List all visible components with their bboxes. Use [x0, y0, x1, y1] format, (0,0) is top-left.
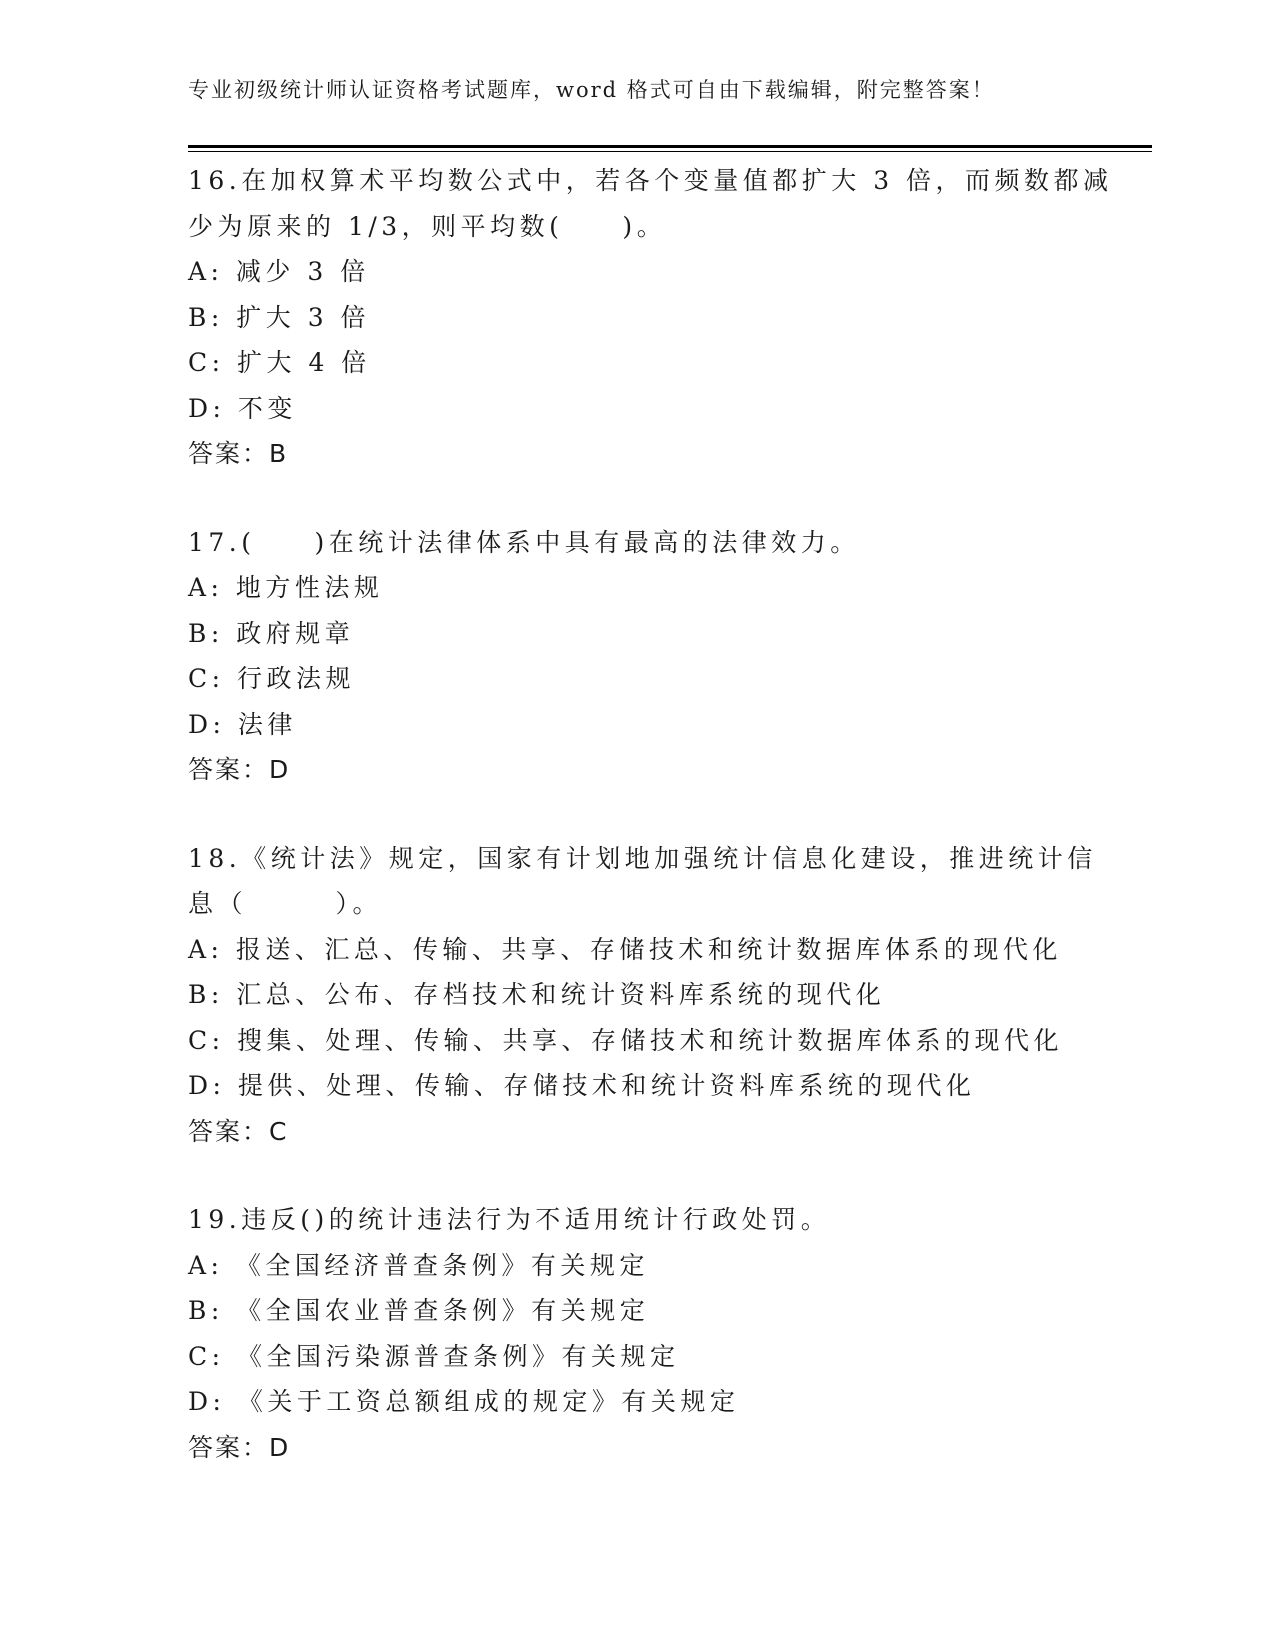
option-d: D: 法律 — [188, 709, 297, 739]
question-17 — [188, 520, 1088, 793]
question-stem: 18.《统计法》规定，国家有计划地加强统计信息化建设，推进统计信 — [188, 843, 1097, 873]
option-b: B: 汇总、公布、存档技术和统计资料库系统的现代化 — [188, 980, 886, 1009]
option-c: C: 搜集、处理、传输、共享、存储技术和统计数据库体系的现代化 — [188, 1025, 1064, 1055]
answer-line: 答案：D — [188, 1432, 291, 1462]
question-list — [188, 158, 1113, 1513]
answer-line: 答案：D — [188, 755, 291, 784]
question-16 — [188, 158, 1113, 477]
question-stem: 16.在加权算术平均数公式中，若各个变量值都扩大 3 倍，而频数都减 — [188, 166, 1113, 195]
question-stem: 息（ ）。 — [188, 889, 383, 918]
option-b: B: 扩大 3 倍 — [188, 302, 371, 332]
answer-line: 答案：B — [188, 439, 289, 468]
question-18 — [188, 836, 1097, 1155]
header-rule-thin — [188, 151, 1152, 152]
page-header: 专业初级统计师认证资格考试题库，word 格式可自由下载编辑，附完整答案！ — [188, 78, 995, 102]
option-a: A: 《全国经济普查条例》有关规定 — [188, 1250, 649, 1280]
option-a: A: 报送、汇总、传输、共享、存储技术和统计数据库体系的现代化 — [188, 934, 1062, 964]
option-a: A: 减少 3 倍 — [188, 257, 370, 286]
option-a: A: 地方性法规 — [188, 573, 384, 602]
option-c: C: 扩大 4 倍 — [188, 348, 371, 377]
answer-line: 答案：C — [188, 1116, 289, 1146]
option-b: B: 政府规章 — [188, 618, 355, 648]
option-c: C: 行政法规 — [188, 664, 355, 693]
question-19 — [188, 1197, 1088, 1470]
option-c: C: 《全国污染源普查条例》有关规定 — [188, 1341, 680, 1371]
question-stem: 少为原来的 1/3，则平均数( )。 — [188, 211, 667, 241]
header-rule-thick — [188, 145, 1152, 148]
question-stem: 17.( )在统计法律体系中具有最高的法律效力。 — [188, 527, 860, 557]
option-d: D: 提供、处理、传输、存储技术和统计资料库系统的现代化 — [188, 1071, 976, 1100]
option-b: B: 《全国农业普查条例》有关规定 — [188, 1296, 650, 1325]
option-d: D: 《关于工资总额组成的规定》有关规定 — [188, 1387, 740, 1416]
option-d: D: 不变 — [188, 393, 297, 423]
question-stem: 19.违反()的统计违法行为不适用统计行政处罚。 — [188, 1205, 831, 1234]
